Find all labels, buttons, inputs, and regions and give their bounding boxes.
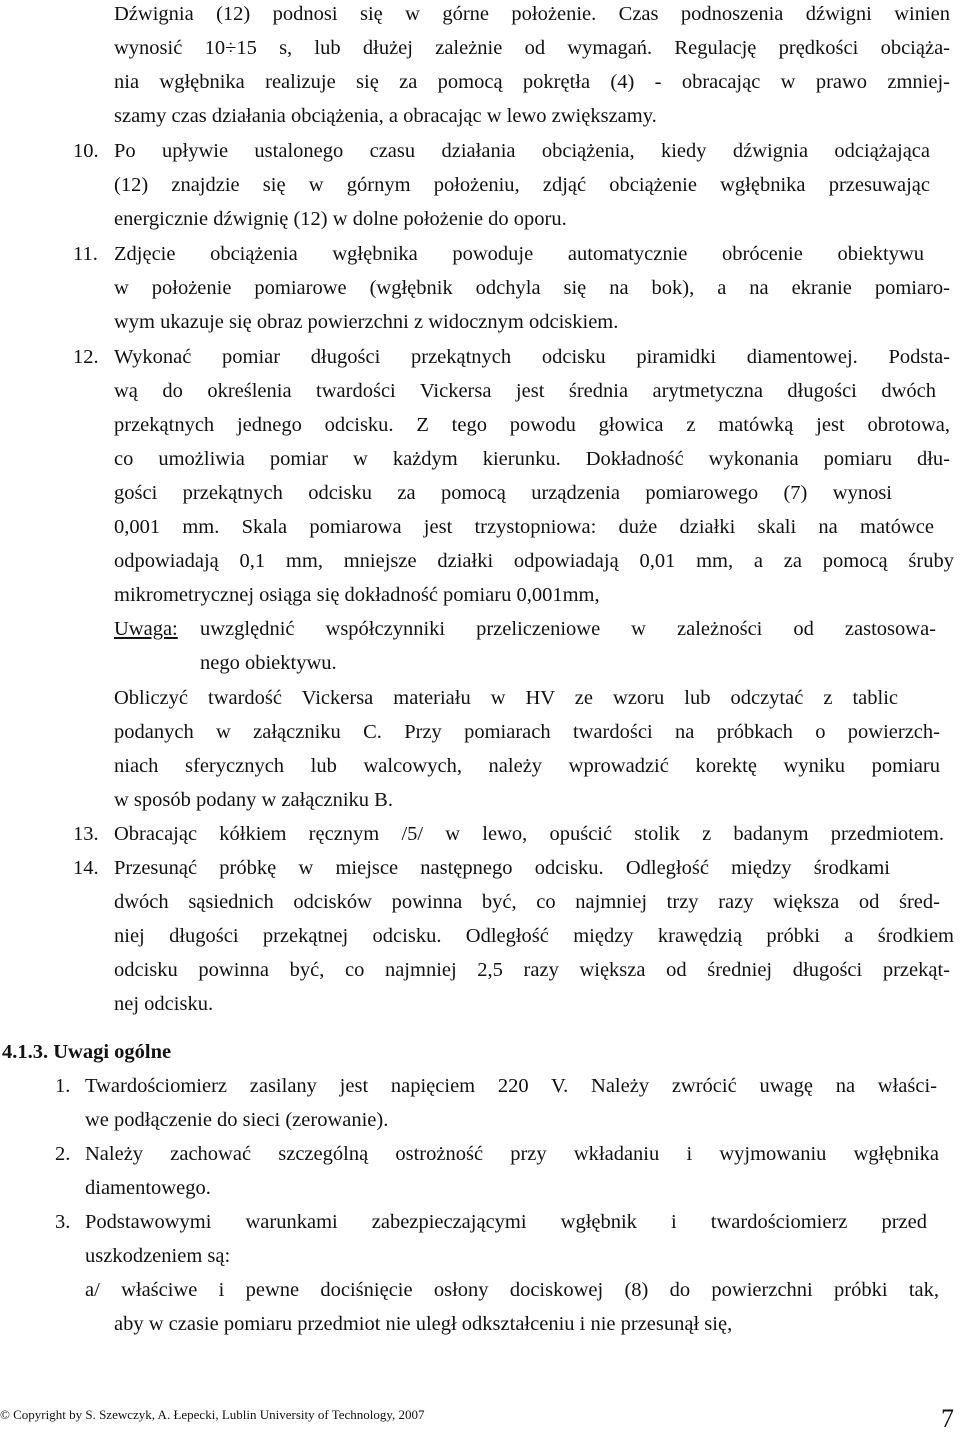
- text-line: Przesunąć próbkę w miejsce następnego odcisku. Odległość między środkami: [114, 857, 890, 879]
- list-number: 10.: [73, 140, 99, 162]
- text-line: odcisku powinna być, co najmniej 2,5 razy większa od średniej długości przekąt-: [114, 959, 950, 981]
- text-line: diamentowego.: [85, 1177, 211, 1199]
- text-line: Podstawowymi warunkami zabezpieczającymi wgłębnik i twardościomierz przed: [85, 1211, 927, 1233]
- text-line: nej odcisku.: [114, 993, 214, 1015]
- text-line: Wykonać pomiar długości przekątnych odcisku piramidki diamentowej. Podsta-: [114, 346, 950, 368]
- text-line: niach sferycznych lub walcowych, należy wprowadzić korektę wyniku pomiaru: [114, 755, 940, 777]
- text-line: we podłączenie do sieci (zerowanie).: [85, 1109, 389, 1131]
- text-line: nego obiektywu.: [200, 652, 337, 674]
- page-number: 7: [941, 1404, 954, 1433]
- text-line: Obliczyć twardość Vickersa materiału w HV ze wzoru lub odczytać z tablic: [114, 687, 898, 709]
- text-line: Należy zachować szczególną ostrożność przy wkładaniu i wyjmowaniu wgłębnika: [85, 1143, 939, 1165]
- text-line: a/ właściwe i pewne dociśnięcie osłony dociskowej (8) do powierzchni próbki tak,: [85, 1279, 939, 1301]
- text-line: Zdjęcie obciążenia wgłębnika powoduje automatycznie obrócenie obiektywu: [114, 243, 924, 265]
- text-line: wą do określenia twardości Vickersa jest średnia arytmetyczna długości dwóch: [114, 380, 936, 402]
- text-line: aby w czasie pomiaru przedmiot nie uległ odkształceniu i nie przesunął się,: [114, 1313, 733, 1335]
- text-line: uwzględnić współczynniki przeliczeniowe w zależności od zastosowa-: [200, 618, 936, 640]
- list-number: 1.: [55, 1075, 71, 1097]
- text-line: podanych w załączniku C. Przy pomiarach twardości na próbkach o powierzch-: [114, 721, 940, 743]
- text-line: co umożliwia pomiar w każdym kierunku. Dokładność wykonania pomiaru dłu-: [114, 448, 950, 470]
- section-heading: 4.1.3. Uwagi ogólne: [2, 1041, 172, 1063]
- text-line: przekątnych jednego odcisku. Z tego powodu głowica z matówką jest obrotowa,: [114, 414, 950, 436]
- text-line: gości przekątnych odcisku za pomocą urządzenia pomiarowego (7) wynosi: [114, 482, 892, 504]
- text-line: w położenie pomiarowe (wgłębnik odchyla się na bok), a na ekranie pomiaro-: [114, 277, 950, 299]
- text-line: nia wgłębnika realizuje się za pomocą pokrętła (4) - obracając w prawo zmniej-: [114, 71, 950, 93]
- list-number: 12.: [73, 346, 99, 368]
- text-line: niej długości przekątnej odcisku. Odległość między krawędzią próbki a środkiem: [114, 925, 954, 947]
- text-line: Dźwignia (12) podnosi się w górne położenie. Czas podnoszenia dźwigni winien: [114, 3, 950, 25]
- text-line: (12) znajdzie się w górnym położeniu, zdjąć obciążenie wgłębnika przesuwając: [114, 174, 930, 196]
- text-line: w sposób podany w załączniku B.: [114, 789, 393, 811]
- text-line: szamy czas działania obciążenia, a obracając w lewo zwiększamy.: [114, 105, 657, 127]
- text-line: dwóch sąsiednich odcisków powinna być, co najmniej trzy razy większa od śred-: [114, 891, 940, 913]
- text-line: uszkodzeniem są:: [85, 1245, 231, 1267]
- list-number: 11.: [73, 243, 98, 265]
- note-label: Uwaga:: [114, 618, 178, 640]
- text-line: mikrometrycznej osiąga się dokładność pomiaru 0,001mm,: [114, 584, 600, 606]
- text-line: Obracając kółkiem ręcznym /5/ w lewo, opuścić stolik z badanym przedmiotem.: [114, 823, 944, 845]
- text-line: energicznie dźwignię (12) w dolne położenie do oporu.: [114, 208, 567, 230]
- text-line: 0,001 mm. Skala pomiarowa jest trzystopniowa: duże działki skali na matówce: [114, 516, 934, 538]
- text-line: wym ukazuje się obraz powierzchni z widocznym odciskiem.: [114, 311, 619, 333]
- list-number: 3.: [55, 1211, 71, 1233]
- list-number: 13.: [73, 823, 99, 845]
- text-line: Twardościomierz zasilany jest napięciem 220 V. Należy zwrócić uwagę na właści-: [85, 1075, 937, 1097]
- copyright-footer: © Copyright by S. Szewczyk, A. Łepecki, Lublin University of Technology, 2007: [0, 1407, 425, 1422]
- text-line: Po upływie ustalonego czasu działania obciążenia, kiedy dźwignia odciążająca: [114, 140, 930, 162]
- text-line: wynosić 10÷15 s, lub dłużej zależnie od wymagań. Regulację prędkości obciąża-: [114, 37, 950, 59]
- list-number: 14.: [73, 857, 99, 879]
- list-number: 2.: [55, 1143, 71, 1165]
- text-line: odpowiadają 0,1 mm, mniejsze działki odpowiadają 0,01 mm, a za pomocą śruby: [114, 550, 954, 572]
